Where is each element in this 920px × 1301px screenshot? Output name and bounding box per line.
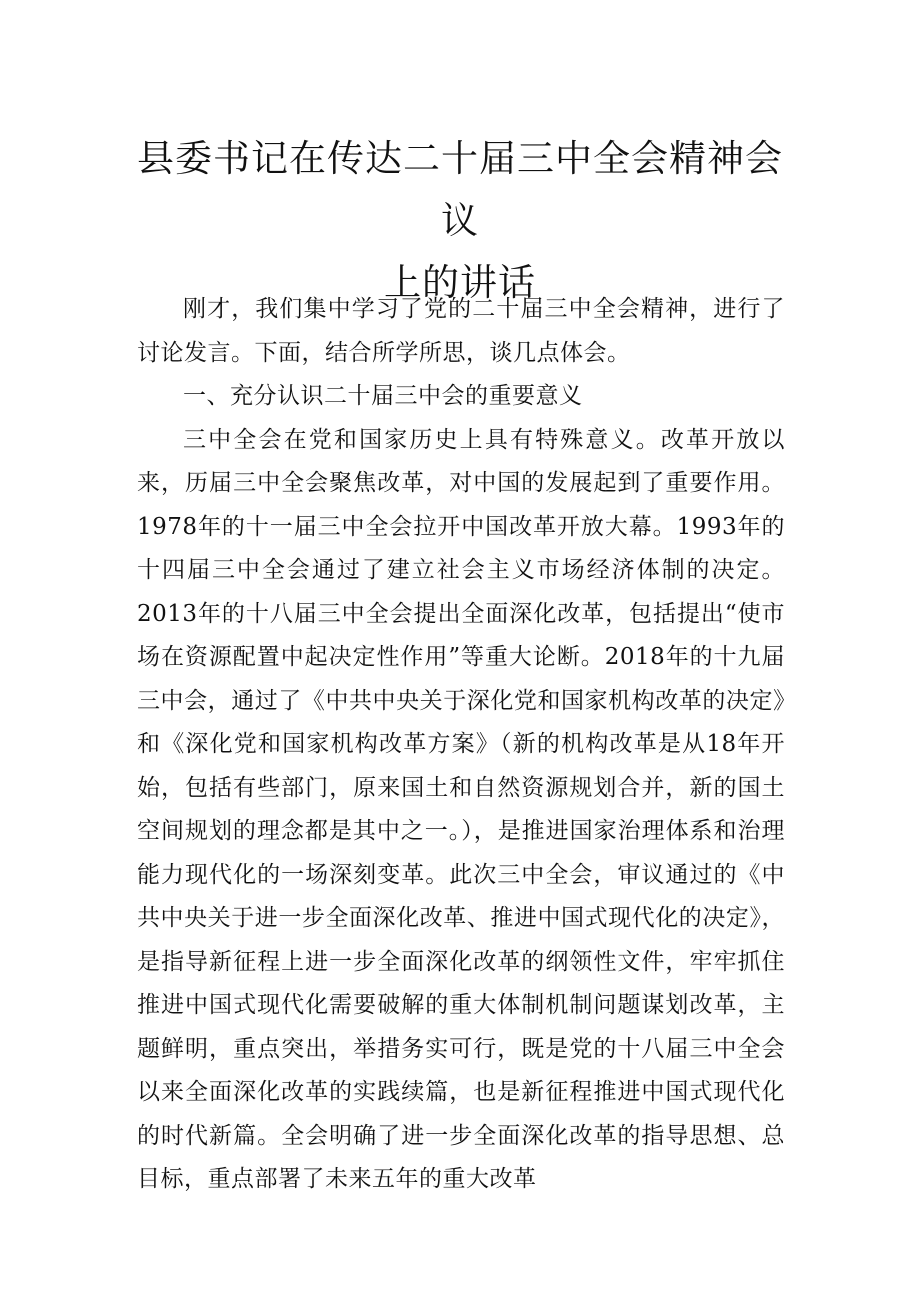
document-title-line-2: 上的讲话 [384,261,536,304]
section-1-paragraph: 三中全会在党和国家历史上具有特殊意义。改革开放以来，历届三中全会聚焦改革，对中国的发展起到了重要作用。1978年的十一届三中全会拉开中国改革开放大幕。1993年的十四届三中全会通过了建立社会主义市场经济体制的决定。2013年的十八届三中全会提出全面深化改革，包括提出“使市场在资源配置中起决定性作用”等重大论断。2018年的十九届三中会，通过了《中共中央关于深化党和国家机构改革的决定》和《深化党和国家机构改革方案》（新的机构改革是从18年开始，包括有些部门，原来国土和自然资源规划合并，新的国土空间规划的理念都是其中之一。），是推进国家治理体系和治理能力现代化的一场深刻变革。此次三中全会，审议通过的《中共中央关于进一步全面深化改革、推进中国式现代化的决定》，是指导新征程上进一步全面深化改革的纲领性文件，牢牢抓住推进中国式现代化需要破解的重大体制机制问题谋划改革，主题鲜明，重点突出，举措务实可行，既是党的十八届三中全会以来全面深化改革的实践续篇，也是新征程推进中国式现代化的时代新篇。全会明确了进一步全面深化改革的指导思想、总目标，重点部署了未来五年的重大改革 [137,426,785,1192]
document-body [137,288,785,1202]
section-1-heading: 一、充分认识二十届三中会的重要意义 [183,383,583,409]
document-title-line-1: 县委书记在传达二十届三中全会精神会议 [137,137,783,242]
document-title [120,128,800,314]
intro-paragraph: 刚才，我们集中学习了党的二十届三中全会精神，进行了讨论发言。下面，结合所学所思，谈几点体会。 [137,296,785,366]
